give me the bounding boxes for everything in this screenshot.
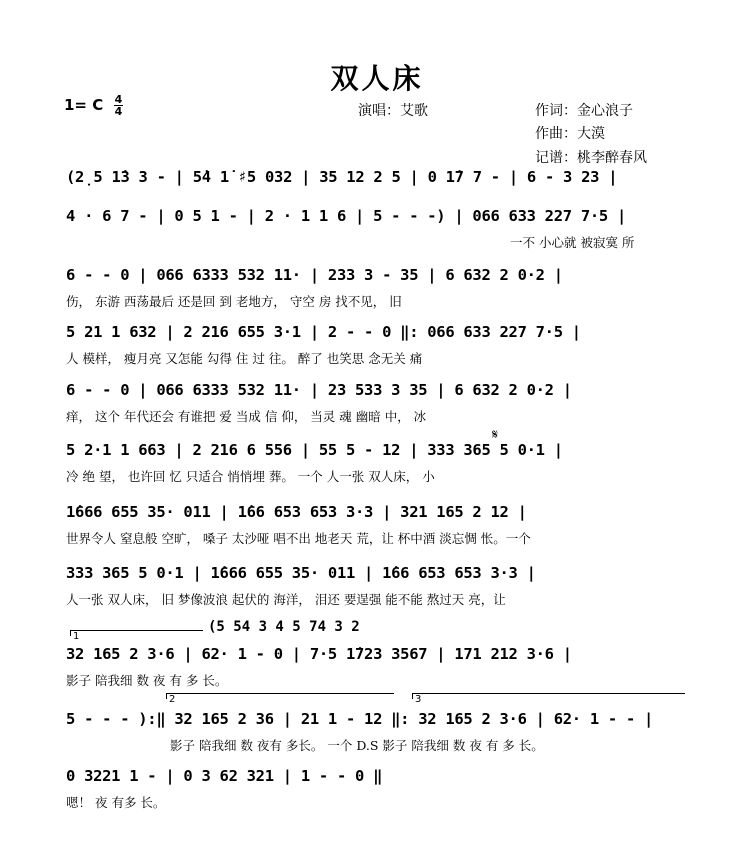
- lyricist-credit: 作词：金心浪子: [535, 103, 633, 119]
- notation-line: 333 365 5 0·1 | 1̇666 655 35· 011 | 1̇66 653 653 3·3 |: [66, 564, 536, 582]
- volta-bracket-1: 1: [70, 630, 203, 642]
- notation-line: 6 - - 0 | 066 6333 532 11· | 233 3 - 35 | 6 632 2 0·2 |: [66, 266, 563, 284]
- interlude-line: (5 54 3 4 5 74 3 2: [208, 619, 360, 635]
- key-signature: 1= C: [64, 96, 104, 114]
- notation-line: (2̣5 1̇3 3 - | 5̇4 1̇ ♯5 032 | 35 12 2 5 | 0 1̇7 7 - | 6 - 3 23 |: [66, 168, 618, 186]
- lyric-line: 一不 小心就 被寂寞 所: [510, 235, 635, 250]
- lyric-line: 影子 陪我细 数 夜有 多长。 一个 D.S 影子 陪我细 数 夜 有 多 长。: [170, 738, 544, 753]
- meter-bottom: 4: [114, 105, 123, 118]
- song-title: 双人床: [330, 62, 424, 95]
- lyric-line: 人一张 双人床， 旧 梦像波浪 起伏的 海洋， 泪还 要逞强 能不能 熬过天 亮，让: [66, 592, 506, 607]
- notation-line: 6 - - 0 | 066 6333 532 11· | 23 533 3 35 | 6 632 2 0·2 |: [66, 381, 572, 399]
- lyric-line: 世界令人 窒息般 空旷， 嗓子 太沙哑 唱不出 地老天 荒，让 杯中酒 淡忘惆 怅。一个: [66, 531, 531, 546]
- lyric-line: 人 模样， 瘦月亮 又怎能 勾得 住 过 往。 醉了 也笑思 念无关 痛: [66, 351, 423, 366]
- notation-line: 1̇666 655 35· 011 | 1̇66 653 653 3·3 | 321 165 2 12 |: [66, 503, 527, 521]
- notation-line: 32 165 2 3·6 | 62· 1 - 0 | 7·5 1̇723 3567 | 171 212 3·6 |: [66, 645, 572, 663]
- meter-top: 4: [114, 93, 123, 106]
- notation-line: 5 21 1 632 | 2 216 655 3·1 | 2 - - 0 ‖: 066 633 227 7·5 |: [66, 323, 581, 341]
- segno-sign: 𝄋: [492, 427, 499, 443]
- time-signature: [114, 94, 123, 117]
- singer-credit: 演唱：艾歌: [358, 103, 428, 119]
- volta-bracket-3: 3: [412, 693, 685, 705]
- lyric-line: 伤， 东游 西荡最后 还是回 到 老地方， 守空 房 找不见， 旧: [66, 294, 402, 309]
- volta-bracket-2: 2: [166, 693, 394, 705]
- lyric-line: 嗯！ 夜 有多 长。: [66, 795, 166, 810]
- transcriber-credit: 记谱：桃李醉春风: [535, 150, 647, 166]
- lyric-line: 冷 绝 望， 也许回 忆 只适合 悄悄埋 葬。 一个 人一张 双人床， 小: [66, 469, 435, 484]
- composer-credit: 作曲：大漠: [535, 126, 605, 142]
- notation-line: 0 3221 1 - | 0 3 62 321 | 1 - - 0 ‖: [66, 767, 383, 785]
- notation-line: 5 - - - ):‖ 32 165 2 36 | 21 1 - 12 ‖: 32 165 2 3·6 | 62· 1 - - |: [66, 710, 654, 728]
- lyric-line: 痒， 这个 年代还会 有谁把 爱 当成 信 仰， 当灵 魂 幽暗 中， 冰: [66, 409, 427, 424]
- notation-line: 5 2·1 1 663 | 2 216 6 556 | 55 5 - 12 | 333 365 5 0·1 |: [66, 441, 563, 459]
- notation-line: 4 · 6 7 - | 0 5 1 - | 2 · 1 1 6 | 5 - - -) | 066 633 227 7·5 |: [66, 207, 626, 225]
- lyric-line: 影子 陪我细 数 夜 有 多 长。: [66, 673, 228, 688]
